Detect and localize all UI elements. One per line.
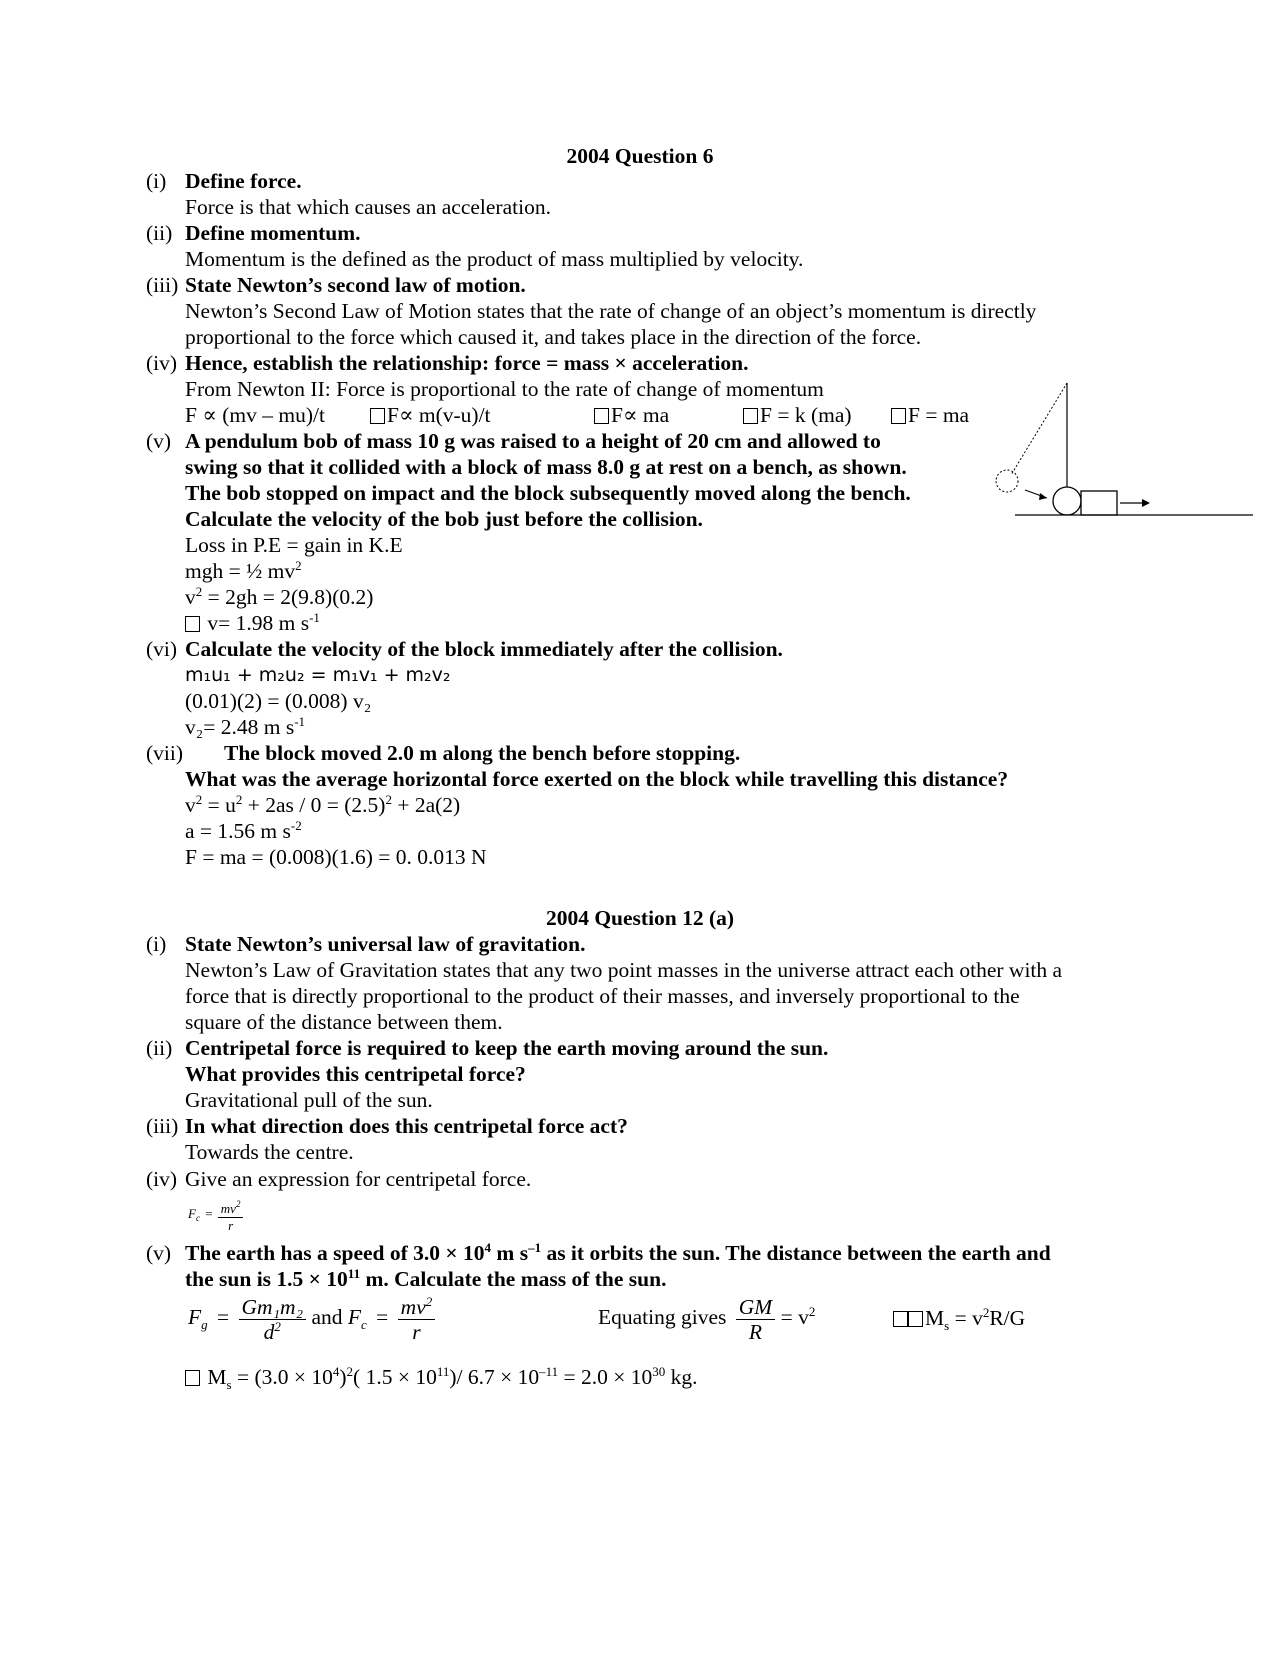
q6-vi-label: (vi) <box>146 637 178 661</box>
q12-i-answer-line2: force that is directly proportional to the product of their masses, and inversely proportional to the <box>185 984 1020 1008</box>
q12-iv-formula: $F_c$ = $\frac{mv^2}{r}$ <box>188 1196 243 1234</box>
q6-v-question-line3: The bob stopped on impact and the block subsequently moved along the bench. <box>185 481 911 505</box>
checkbox-icon <box>893 1311 908 1327</box>
checkbox-icon <box>370 408 385 424</box>
pendulum-string-raised <box>1011 383 1067 475</box>
pendulum-bob <box>1053 487 1081 515</box>
q12-v-question-line1: The earth has a speed of $3.0 \times 10^4$ m $s^{-1}$ as it orbits the sun. The distance between the earth and <box>185 1240 1051 1265</box>
pendulum-bob-raised <box>996 470 1018 492</box>
q6-i-answer: Force is that which causes an acceleration. <box>185 195 551 219</box>
q6-ii-question: Define momentum. <box>185 221 361 245</box>
pendulum-diagram <box>995 375 1255 525</box>
q6-v-question-line2: swing so that it collided with a block of mass 8.0 g at rest on a bench, as shown. <box>185 455 907 479</box>
q12-iii-question: In what direction does this centripetal force act? <box>185 1114 628 1138</box>
q12-ii-label: (ii) <box>146 1036 173 1060</box>
q12-i-question: State Newton’s universal law of gravitation. <box>185 932 586 956</box>
q6-vii-answer-line3: F = ma = (0.008)(1.6) = 0. 0.013 N <box>185 845 487 869</box>
checkbox-icon <box>908 1311 923 1327</box>
q6-v-answer-line4: v= 1.98 m $s^{-1}$ <box>185 610 320 636</box>
block <box>1081 491 1117 515</box>
q6-iv-eq5: F = ma <box>891 402 969 428</box>
q6-vii-label: (vii) <box>146 741 184 765</box>
q6-vi-answer-line3: v₂= 2.48 m $s^{-1}$ <box>185 714 306 739</box>
q12-v-label: (v) <box>146 1241 172 1265</box>
q6-vii-answer-line1: $v^2 = u^2 + 2as / 0 = (2.5)^2 + 2a(2)$ <box>185 792 461 817</box>
q6-ii-answer: Momentum is the defined as the product of mass multiplied by velocity. <box>185 247 804 271</box>
q12-ii-answer: Gravitational pull of the sun. <box>185 1088 433 1112</box>
q6-v-answer-line3: $v^2 = 2gh = 2(9.8)(0.2)$ <box>185 584 374 609</box>
q6-iv-question: Hence, establish the relationship: force = mass × acceleration. <box>185 351 749 375</box>
q6-iv-answer-line1: From Newton II: Force is proportional to the rate of change of momentum <box>185 377 824 401</box>
q6-iv-eq4: F = k (ma) <box>743 402 852 428</box>
q12-iii-label: (iii) <box>146 1114 179 1138</box>
q6-vii-answer-line2: a = 1.56 m $s^{-2}$ <box>185 818 302 843</box>
q6-iv-label: (iv) <box>146 351 178 375</box>
q6-vi-answer-line2: (0.01)(2) = (0.008) v₂ <box>185 689 372 713</box>
q6-iv-eq1: F ∝ (mv – mu)/t <box>185 403 325 427</box>
q12-i-answer-line1: Newton’s Law of Gravitation states that any two point masses in the universe attract each other with a <box>185 958 1063 982</box>
q6-vii-question-line2: What was the average horizontal force exerted on the block while travelling this distance? <box>185 767 1009 791</box>
q12-i-answer-line3: square of the distance between them. <box>185 1010 503 1034</box>
q6-v-label: (v) <box>146 429 172 453</box>
q6-iv-eq2: F∝ m(v-u)/t <box>370 402 491 428</box>
checkbox-icon <box>185 616 200 632</box>
q12-iii-answer: Towards the centre. <box>185 1140 354 1164</box>
q6-v-answer-line2: mgh = ½ $mv^2$ <box>185 558 302 583</box>
q12-v-final-answer: $M_s = (3.0 \times 10^4)^2$( $1.5 \times 10^{11})/$ $6.7 \times 10^{-11} = 2.0 \times 10^{30}$ kg. <box>185 1364 698 1398</box>
q12-v-equating: Equating gives $\frac{GM}{R}$ = $v^2$ <box>598 1294 816 1344</box>
q6-ii-label: (ii) <box>146 221 173 245</box>
swing-arrowhead <box>1039 493 1047 500</box>
q6-title: 2004 Question 6 <box>566 144 714 168</box>
q6-i-question: Define force. <box>185 169 302 193</box>
q12-title: 2004 Question 12 (a) <box>545 906 735 930</box>
q12-v-mass-formula: $M_s = v^2R/G$ <box>893 1305 1025 1339</box>
q6-vi-answer-line1: m₁u₁ + m₂u₂ = m₁v₁ + m₂v₂ <box>185 664 451 686</box>
q6-vi-question: Calculate the velocity of the block immediately after the collision. <box>185 637 783 661</box>
q12-iv-question: Give an expression for centripetal force. <box>185 1167 532 1191</box>
q12-iv-label: (iv) <box>146 1167 178 1191</box>
q12-ii-question-line2: What provides this centripetal force? <box>185 1062 526 1086</box>
checkbox-icon <box>185 1370 200 1386</box>
q6-iii-label: (iii) <box>146 273 179 297</box>
q12-ii-question-line1: Centripetal force is required to keep the earth moving around the sun. <box>185 1036 829 1060</box>
q12-v-gravity-formulas: $F_g$ = $\frac{\text{Gm₁m₂}}{d^2}$ and $F_c$ = $\frac{mv^2}{r}$ <box>188 1292 435 1350</box>
q12-i-label: (i) <box>146 932 167 956</box>
q6-v-question-line1: A pendulum bob of mass 10 g was raised to a height of 20 cm and allowed to <box>185 429 881 453</box>
q12-v-question-line2: the sun is $1.5 \times 10^{11}$ m. Calculate the mass of the sun. <box>185 1266 667 1291</box>
checkbox-icon <box>891 408 906 424</box>
motion-arrowhead <box>1142 499 1150 507</box>
q6-iv-eq3: F∝ ma <box>594 402 669 428</box>
q6-i-label: (i) <box>146 169 167 193</box>
checkbox-icon <box>743 408 758 424</box>
q6-iii-answer-line1: Newton’s Second Law of Motion states that the rate of change of an object’s momentum is directly <box>185 299 1037 323</box>
q6-iii-question: State Newton’s second law of motion. <box>185 273 526 297</box>
q6-v-question-line4: Calculate the velocity of the bob just before the collision. <box>185 507 703 531</box>
q6-vii-question-line1: The block moved 2.0 m along the bench before stopping. <box>224 741 741 765</box>
q6-iii-answer-line2: proportional to the force which caused it, and takes place in the direction of the force. <box>185 325 922 349</box>
q6-v-answer-line1: Loss in P.E = gain in K.E <box>185 533 403 557</box>
checkbox-icon <box>594 408 609 424</box>
